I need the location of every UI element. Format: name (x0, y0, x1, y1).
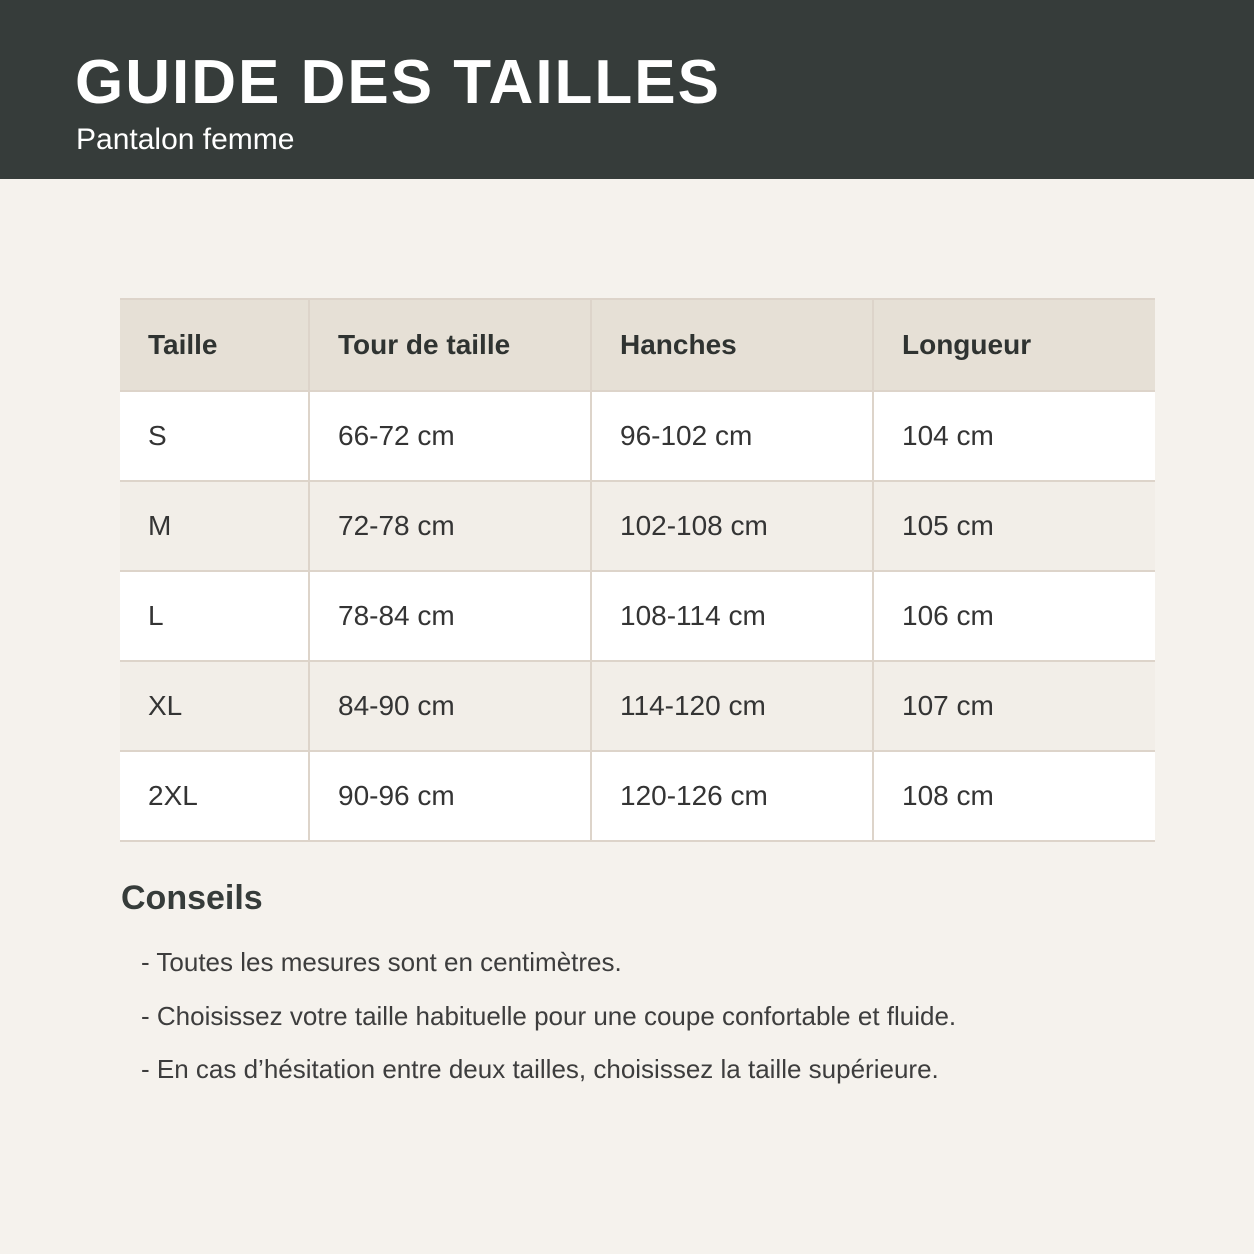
cell-hips: 108-114 cm (591, 571, 873, 661)
cell-size: M (120, 481, 309, 571)
table-row (120, 661, 1155, 751)
page-subtitle: Pantalon femme (76, 123, 295, 156)
cell-waist: 90-96 cm (309, 751, 591, 841)
size-chart-table (120, 298, 1155, 842)
cell-waist: 66-72 cm (309, 391, 591, 481)
cell-size: XL (120, 661, 309, 751)
table-row (120, 391, 1155, 481)
cell-size: 2XL (120, 751, 309, 841)
column-header-size: Taille (120, 299, 309, 391)
cell-length: 108 cm (873, 751, 1155, 841)
cell-waist: 84-90 cm (309, 661, 591, 751)
cell-waist: 78-84 cm (309, 571, 591, 661)
cell-length: 105 cm (873, 481, 1155, 571)
cell-length: 106 cm (873, 571, 1155, 661)
cell-hips: 120-126 cm (591, 751, 873, 841)
cell-hips: 96-102 cm (591, 391, 873, 481)
cell-size: L (120, 571, 309, 661)
page-title: GUIDE DES TAILLES (75, 48, 722, 117)
tips-heading: Conseils (121, 879, 263, 917)
cell-hips: 114-120 cm (591, 661, 873, 751)
cell-hips: 102-108 cm (591, 481, 873, 571)
table-row (120, 481, 1155, 571)
tip-item: - Toutes les mesures sont en centimètres. (141, 947, 622, 977)
tips-list (141, 944, 956, 1105)
column-header-waist: Tour de taille (309, 299, 591, 391)
header-banner (0, 0, 1254, 179)
table-row (120, 571, 1155, 661)
column-header-hips: Hanches (591, 299, 873, 391)
table-row (120, 751, 1155, 841)
cell-length: 107 cm (873, 661, 1155, 751)
tip-item: - En cas d’hésitation entre deux tailles, choisissez la taille supérieure. (141, 1054, 939, 1084)
table-header-row (120, 299, 1155, 391)
cell-waist: 72-78 cm (309, 481, 591, 571)
cell-length: 104 cm (873, 391, 1155, 481)
cell-size: S (120, 391, 309, 481)
tip-item: - Choisissez votre taille habituelle pour une coupe confortable et fluide. (141, 1000, 957, 1031)
column-header-length: Longueur (873, 299, 1155, 391)
